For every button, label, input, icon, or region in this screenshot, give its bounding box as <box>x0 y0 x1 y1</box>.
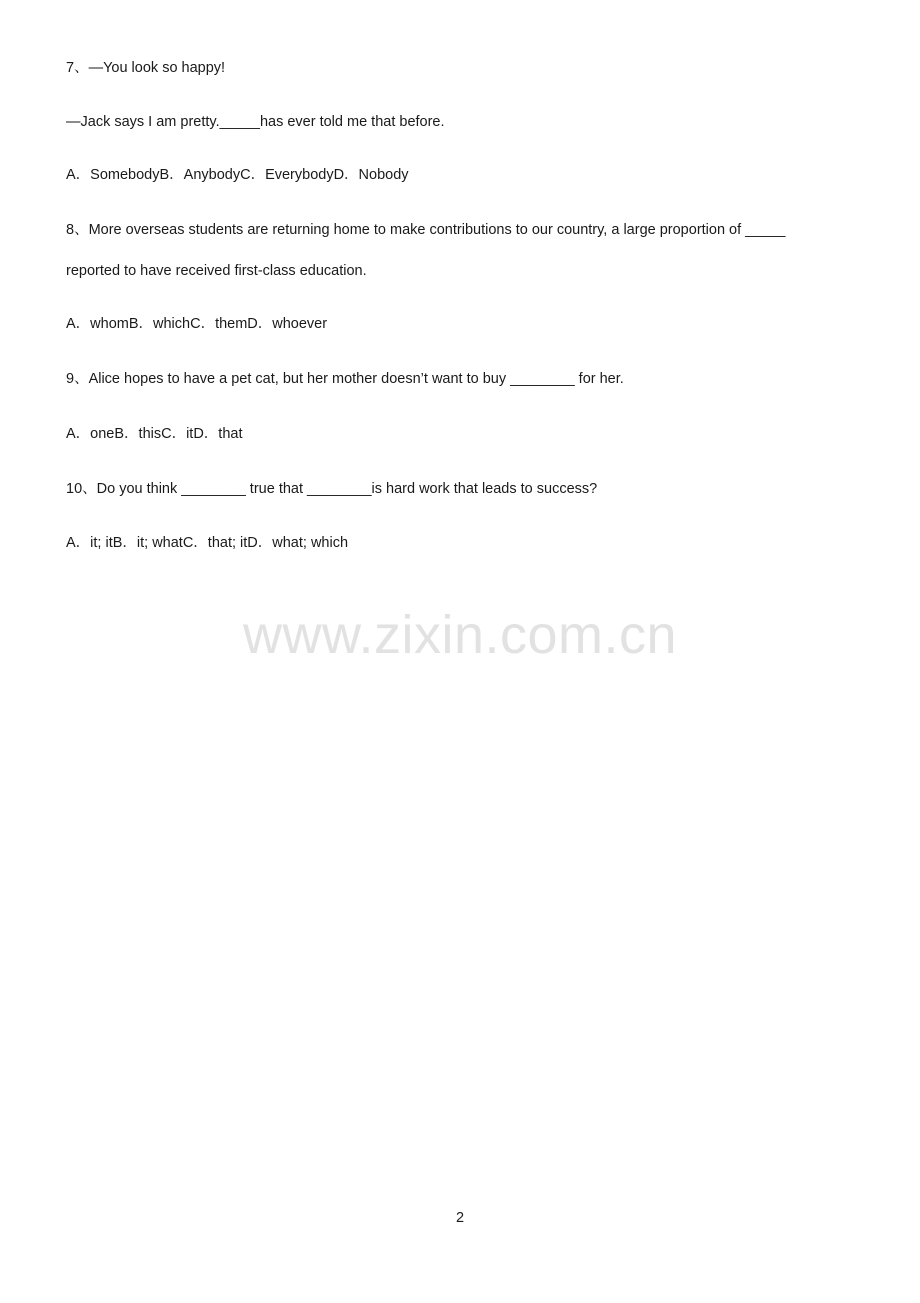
watermark: www.zixin.com.cn <box>242 605 678 665</box>
question-10-options: A．it; itB．it; whatC．that; itD．what; which <box>66 535 349 551</box>
question-7-options: A．SomebodyB．AnybodyC．EverybodyD．Nobody <box>66 167 409 183</box>
question-9-options: A．oneB．thisC．itD．that <box>66 426 243 442</box>
question-8-stem-line-1: 8、More overseas students are returning home to make contributions to our country, a large proportion of _____ <box>66 222 786 238</box>
page-number: 2 <box>455 1210 465 1226</box>
question-10-stem-line-1: 10、Do you think ________ true that ________is hard work that leads to success? <box>66 481 598 497</box>
question-8-options: A．whomB．whichC．themD．whoever <box>66 316 328 332</box>
question-9-stem-line-1: 9、Alice hopes to have a pet cat, but her mother doesn’t want to buy ________ for her. <box>66 371 624 387</box>
question-7-stem-line-2: —Jack says I am pretty._____has ever told me that before. <box>66 114 445 130</box>
question-8-stem-line-2: reported to have received first-class education. <box>66 263 367 279</box>
question-7-stem-line-1: 7、—You look so happy! <box>66 60 226 76</box>
